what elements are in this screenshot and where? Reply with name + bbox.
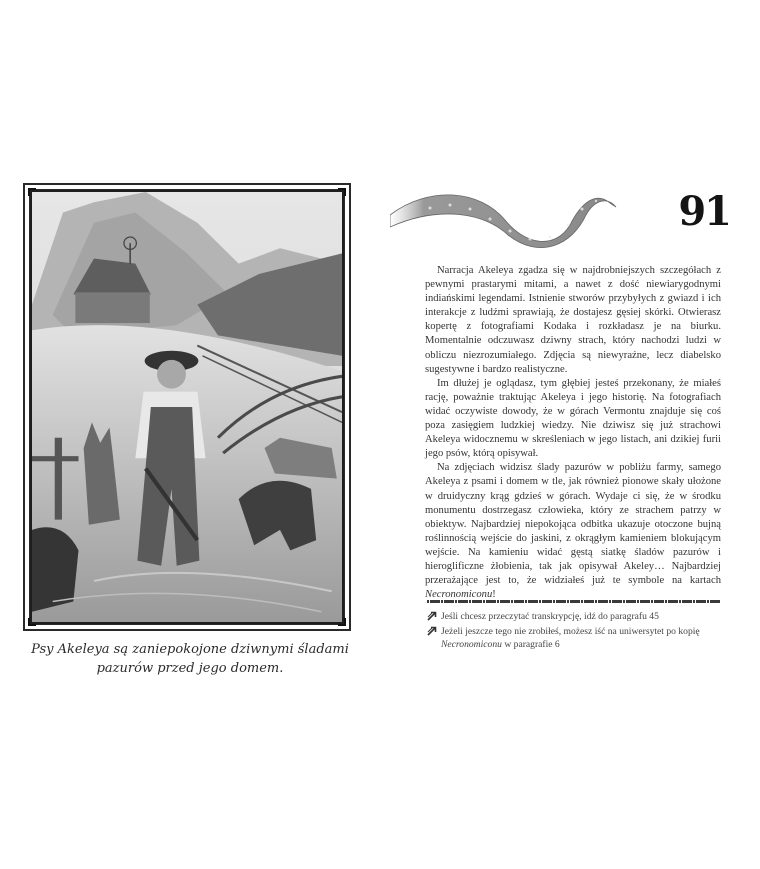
book-title: Necronomiconu	[441, 639, 502, 650]
body-paragraph: Im dłużej je oglądasz, tym głębiej jesteś przekonany, że miałeś rację, poważnie traktując Akeleya i jego historię. Na fotografiach widać oczywiste dowody, że w górach Vermontu znajduje się coś poza zasięgiem ludzkiej wiedzy. Nie dziwisz się już strachowi Akeleya widocznemu w skreśleniach w jego listach, ani dzikiej furii jego psów, którą opisywał.	[425, 377, 721, 460]
illustration-frame	[23, 183, 351, 631]
illustration-caption	[20, 640, 360, 678]
choice-list	[427, 610, 723, 653]
choice-go-to-6[interactable]	[427, 625, 723, 652]
choice-text: Jeśli chcesz przeczytać transkrypcję, idź do paragrafu 45	[441, 611, 659, 622]
paragraph-body	[425, 264, 721, 602]
choice-text: w paragrafie 6	[501, 639, 560, 650]
choice-text: Jeżeli jeszcze tego nie zrobiłeś, możesz iść na uniwersytet po kopię	[441, 625, 700, 637]
farmer-with-dogs-illustration	[32, 192, 342, 622]
body-paragraph	[425, 461, 721, 602]
arrow-bullet-icon	[427, 611, 437, 621]
caption-line: pazurów przed jego domem.	[96, 661, 284, 676]
paragraph-number: 91	[678, 188, 730, 235]
body-paragraph: Narracja Akeleya zgadza się w najdrobniejszych szczegółach z pewnymi prastarymi mitami, a nawet z dość niewiarygodnymi indiańskimi legendami. Istnienie stworów przybyłych z gwiazd i ich interakcje z ludźmi sprawiają, że dostajesz gęsiej skórki. Otwierasz kopertę z fotografiami Kodaka i rozkładasz je na biurku. Momentalnie odczuwasz dziwny strach, który nachodzi ludzi w obliczu niezrozumiałego. Zdjęcia są niewyraźne, lecz diabelsko sugestywne i bardzo realistyczne.	[425, 265, 721, 375]
ornamental-divider	[427, 600, 721, 603]
arrow-bullet-icon	[427, 626, 437, 636]
book-title: Necronomiconu	[425, 589, 493, 601]
illustration	[30, 190, 344, 624]
body-text-span: Na zdjęciach widzisz ślady pazurów w pobliżu farmy, samego Akeleya z psami i domem w tle, jak również pionowe skały ułożone w druidyczny krąg gdzieś w górach. Wydaje ci się, że w środku monumentu dostrzegasz człowieka, który ze strachem patrzy w obiektyw. Najbardziej niepokojąca odbitka ukazuje otoczone bujną roślinnością wejście do jaskini, z okrągłym kamieniem blokującym wejście. Na kamieniu widać gęstą siatkę śladów pazurów i hieroglificzne żłobienia, tak jak opisywał Akeley… Najbardziej przerażające jest to, że widziałeś już te symbole na kartach	[425, 462, 721, 587]
choice-go-to-45[interactable]	[427, 610, 723, 624]
caption-line: Psy Akeleya są zaniepokojone dziwnymi śladami	[31, 642, 349, 657]
body-text-span: !	[492, 589, 496, 601]
tentacle-ornament-icon	[390, 175, 630, 255]
